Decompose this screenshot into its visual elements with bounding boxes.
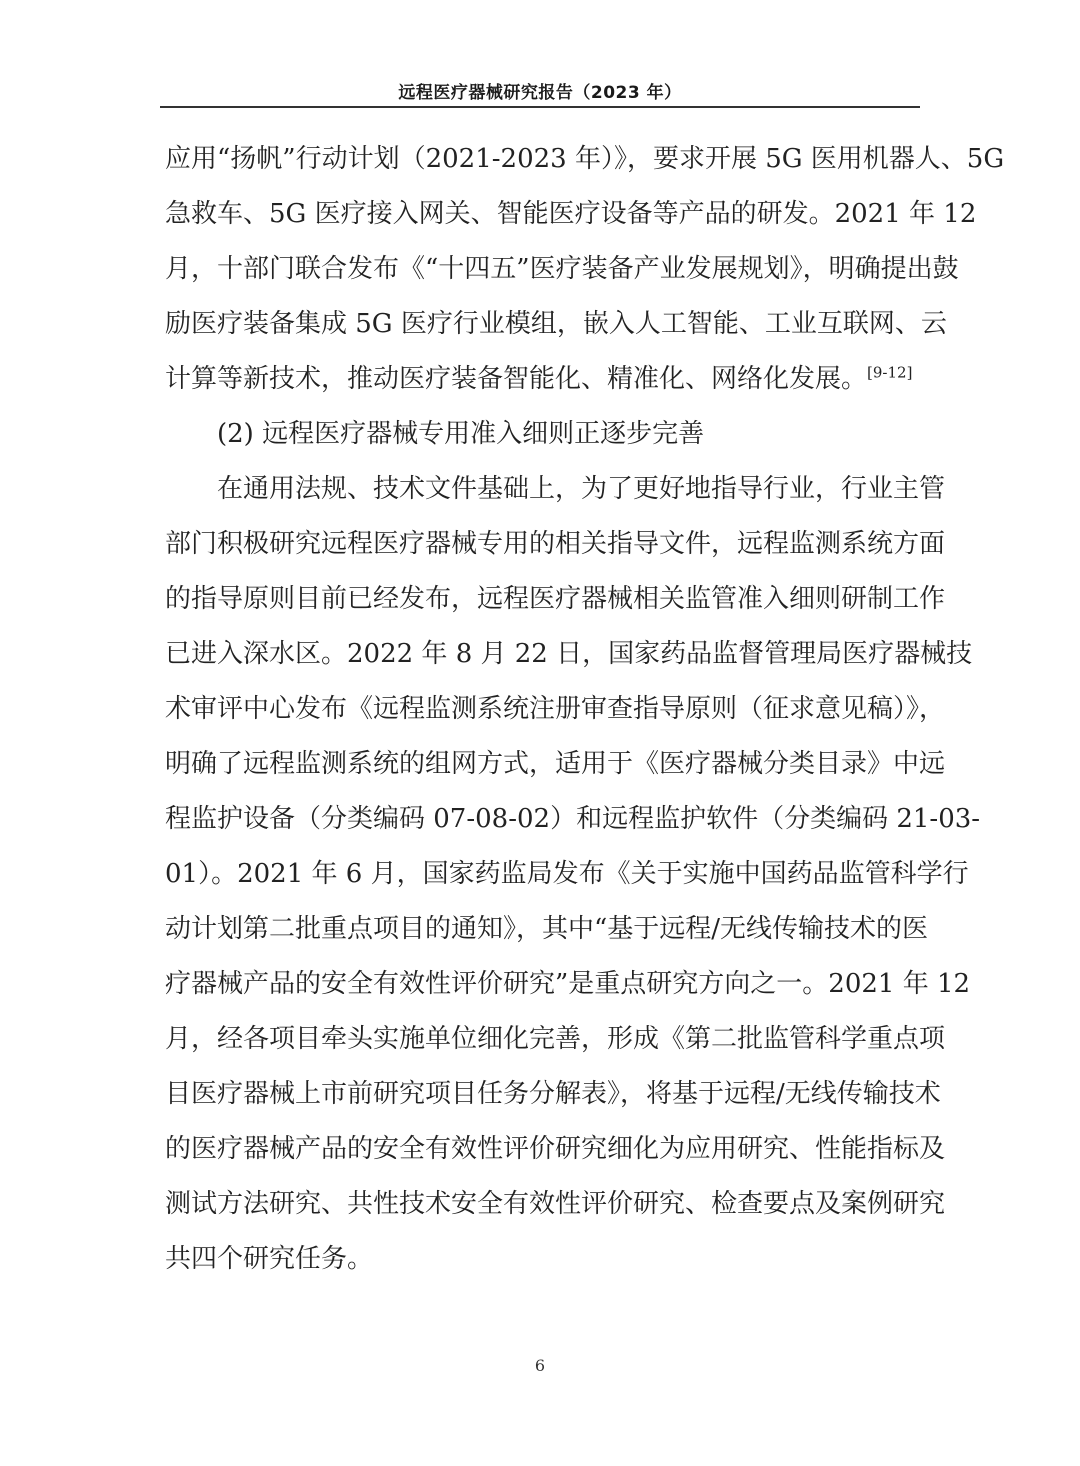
text-line: 动计划第二批重点项目的通知》，其中“基于远程/无线传输技术的医: [165, 914, 929, 944]
document-body: [165, 132, 1005, 1287]
text-line: 在通用法规、技术文件基础上，为了更好地指导行业，行业主管: [217, 474, 946, 504]
text-line: 应用“扬帆”行动计划（2021-2023 年）》，要求开展 5G 医用机器人、5G: [165, 144, 1005, 174]
text-line: 部门积极研究远程医疗器械专用的相关指导文件，远程监测系统方面: [165, 529, 946, 559]
text-line: 已进入深水区。2022 年 8 月 22 日，国家药品监督管理局医疗器械技: [165, 639, 973, 669]
text-line: 测试方法研究、共性技术安全有效性评价研究、检查要点及案例研究: [165, 1189, 946, 1219]
text-line: 共四个研究任务。: [165, 1244, 374, 1274]
text-line: 程监护设备（分类编码 07-08-02）和远程监护软件（分类编码 21-03-: [165, 804, 981, 834]
text-line: 术审评中心发布《远程监测系统注册审查指导原则（征求意见稿）》，: [165, 694, 946, 724]
text-line: 疗器械产品的安全有效性评价研究”是重点研究方向之一。2021 年 12: [165, 969, 971, 999]
text-line: [165, 352, 917, 407]
text-line: 01）。2021 年 6 月，国家药监局发布《关于实施中国药品监管科学行: [165, 859, 969, 889]
text-line: 月，经各项目牵头实施单位细化完善，形成《第二批监管科学重点项: [165, 1024, 946, 1054]
page-number: 6: [534, 1356, 546, 1375]
text-line: 急救车、5G 医疗接入网关、智能医疗设备等产品的研发。2021 年 12: [165, 199, 977, 229]
citation-reference: [9-12]: [867, 363, 913, 382]
text-line: 的指导原则目前已经发布，远程医疗器械相关监管准入细则研制工作: [165, 584, 946, 614]
text-line: 月，十部门联合发布《“十四五”医疗装备产业发展规划》，明确提出鼓: [165, 254, 959, 284]
text-line: 目医疗器械上市前研究项目任务分解表》，将基于远程/无线传输技术: [165, 1079, 941, 1109]
paragraph-regulation-details: [165, 462, 981, 1287]
header-rule: [160, 106, 920, 108]
text-line: 的医疗器械产品的安全有效性评价研究细化为应用研究、性能指标及: [165, 1134, 946, 1164]
text-line-content: 计算等新技术，推动医疗装备智能化、精准化、网络化发展。: [165, 364, 868, 394]
running-header: 远程医疗器械研究报告（2023 年）: [398, 83, 682, 103]
paragraph-policy-overview: [165, 132, 1005, 407]
section-heading: (2) 远程医疗器械专用准入细则正逐步完善: [217, 419, 705, 449]
text-line: 明确了远程监测系统的组网方式，适用于《医疗器械分类目录》中远: [165, 749, 946, 779]
text-line: 励医疗装备集成 5G 医疗行业模组，嵌入人工智能、工业互联网、云: [165, 309, 947, 339]
